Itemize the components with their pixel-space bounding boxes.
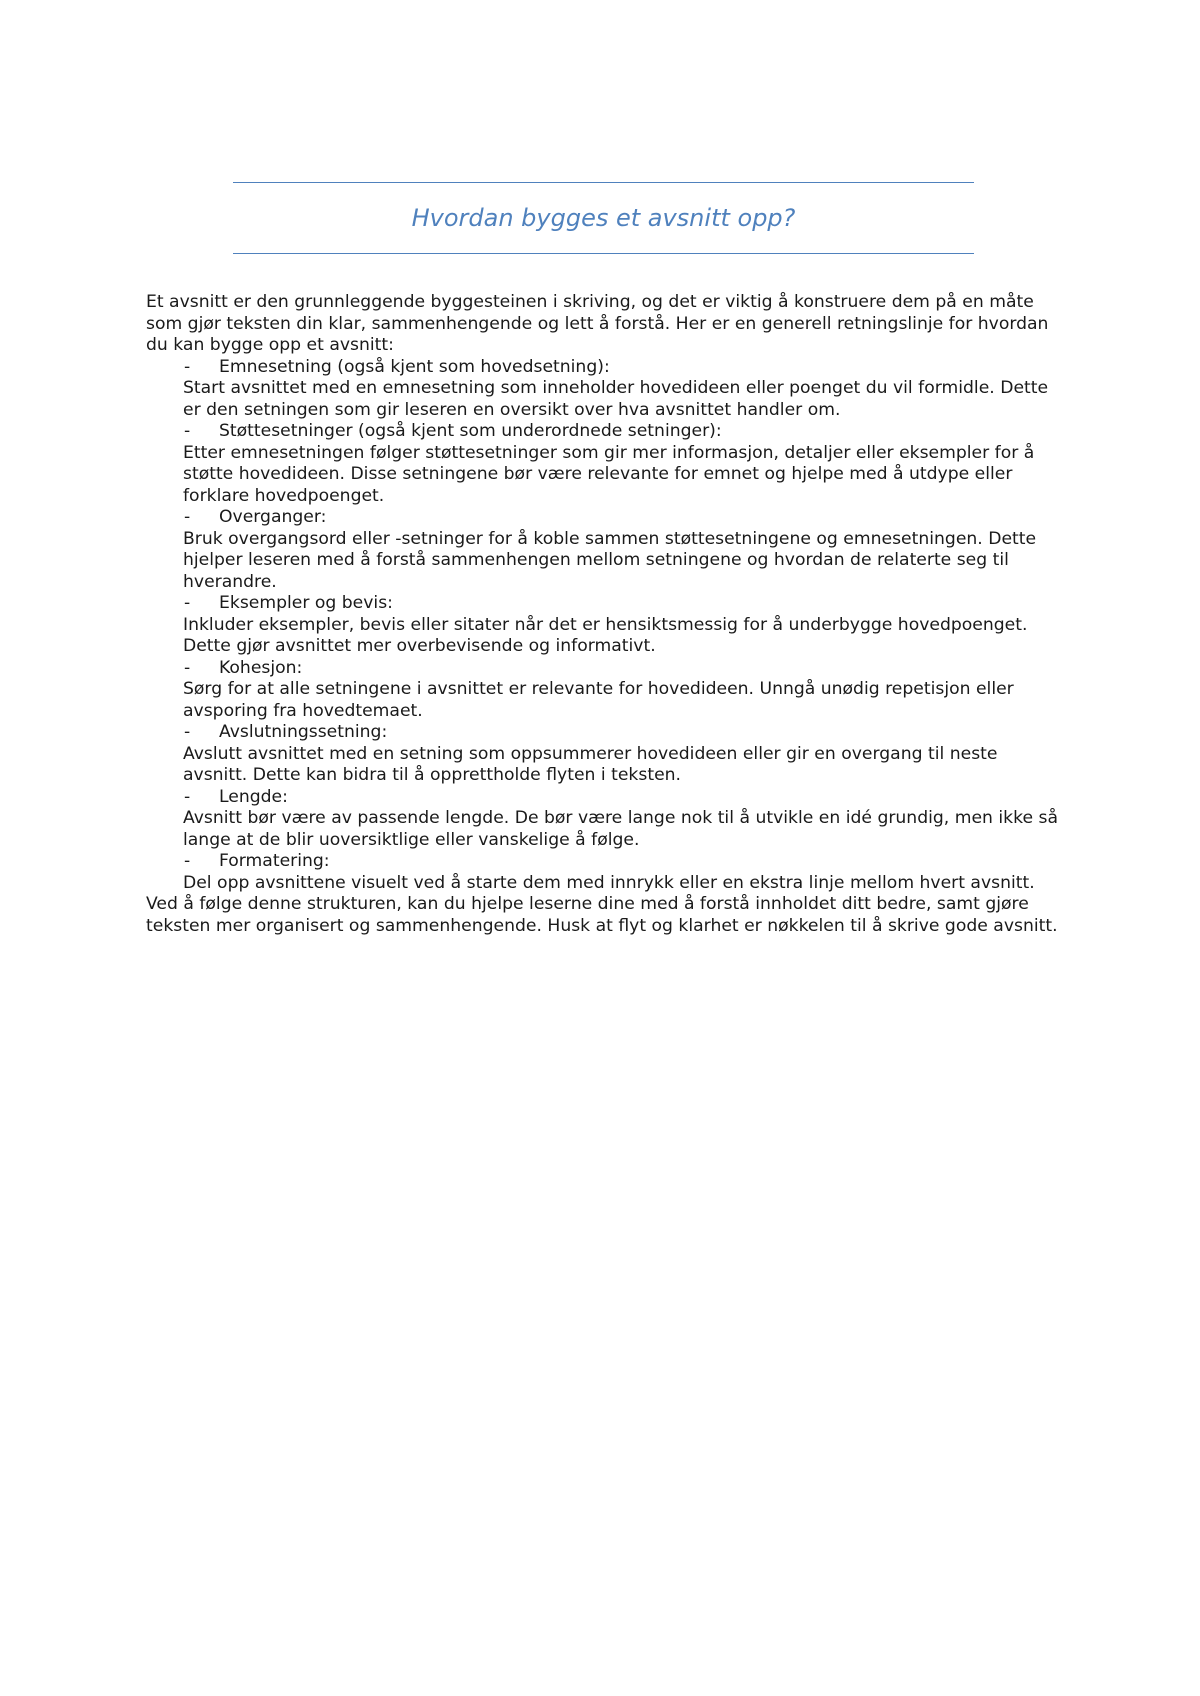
- list-item-heading: [146, 851, 1066, 873]
- list-item-text: Etter emnesetningen følger støttesetninger som gir mer informasjon, detaljer eller eksempler for å støtte hovedideen. Disse setningene bør være relevante for emnet og hjelpe med å utdype eller forklare hovedpoenget.: [183, 442, 1035, 506]
- list-item-heading-text: Støttesetninger (også kjent som underordnede setninger):: [219, 421, 722, 441]
- list-item-heading: [146, 357, 1066, 379]
- list-item-text: Avsnitt bør være av passende lengde. De bør være lange nok til å utvikle en idé grundig, men ikke så lange at de blir uoversiktlige eller vanskelige å følge.: [183, 808, 1058, 850]
- list-item-heading: [146, 593, 1066, 615]
- list-item-text: Del opp avsnittene visuelt ved å starte dem med innrykk eller en ekstra linje mellom hvert avsnitt.: [183, 872, 1035, 893]
- bullet-dash: -: [184, 507, 191, 527]
- list-item: [146, 722, 1066, 787]
- intro-paragraph: Et avsnitt er den grunnleggende byggesteinen i skriving, og det er viktig å konstruere dem på en måte som gjør teksten din klar, sammenhengende og lett å forstå. Her er en generell retningslinje for hvordan du kan bygge opp et avsnitt:: [146, 292, 1049, 355]
- list-item-text: Avslutt avsnittet med en setning som oppsummerer hovedideen eller gir en overgang til neste avsnitt. Dette kan bidra til å opprettholde flyten i teksten.: [183, 743, 998, 785]
- document-body: [146, 292, 1066, 937]
- page-title: Hvordan bygges et avsnitt opp?: [411, 204, 796, 232]
- list-item-heading: [146, 787, 1066, 809]
- title-block: [233, 182, 974, 254]
- list-item: [146, 507, 1066, 593]
- bullet-dash: -: [184, 722, 191, 742]
- bullet-dash: -: [184, 786, 191, 807]
- title-rule-top: [233, 182, 974, 183]
- list-item-text: Start avsnittet med en emnesetning som inneholder hovedideen eller poenget du vil formidle. Dette er den setningen som gir leseren en oversikt over hva avsnittet handler om.: [183, 378, 1049, 420]
- list-item-heading-text: Eksempler og bevis:: [219, 593, 393, 613]
- list-item-heading-text: Emnesetning (også kjent som hovedsetning):: [219, 356, 610, 377]
- closing-paragraph: Ved å følge denne strukturen, kan du hjelpe leserne dine med å forstå innholdet ditt bedre, samt gjøre teksten mer organisert og sammenhengende. Husk at flyt og klarhet er nøkkelen til å skrive gode avsnitt.: [146, 894, 1058, 936]
- bullet-dash: -: [184, 851, 191, 871]
- list-item-heading-text: Overganger:: [219, 507, 327, 527]
- list-item-text: Sørg for at alle setningene i avsnittet er relevante for hovedideen. Unngå unødig repetisjon eller avsporing fra hovedtemaet.: [183, 679, 1014, 721]
- list-item-heading-text: Lengde:: [219, 786, 288, 807]
- guideline-list: [146, 357, 1066, 895]
- list-item-heading-text: Kohesjon:: [219, 657, 303, 678]
- list-item: [146, 787, 1066, 852]
- list-item: [146, 593, 1066, 658]
- list-item-heading: [146, 421, 1066, 443]
- bullet-dash: -: [184, 657, 191, 678]
- bullet-dash: -: [184, 421, 191, 441]
- list-item: [146, 851, 1066, 894]
- list-item: [146, 421, 1066, 507]
- list-item-heading: [146, 507, 1066, 529]
- list-item-text: Bruk overgangsord eller -setninger for å koble sammen støttesetningene og emnesetningen. Dette hjelper leseren med å forstå sammenhengen mellom setningene og hvordan de relaterte seg til hverandre.: [183, 528, 1037, 592]
- list-item-heading: [146, 722, 1066, 744]
- title-rule-bottom: [233, 253, 974, 254]
- bullet-dash: -: [184, 593, 191, 613]
- list-item-text: Inkluder eksempler, bevis eller sitater når det er hensiktsmessig for å underbygge hovedpoenget. Dette gjør avsnittet mer overbevisende og informativt.: [183, 614, 1028, 656]
- bullet-dash: -: [184, 356, 191, 377]
- list-item-heading-text: Formatering:: [219, 851, 330, 871]
- list-item: [146, 658, 1066, 723]
- list-item-heading: [146, 658, 1066, 680]
- list-item: [146, 357, 1066, 422]
- list-item-heading-text: Avslutningssetning:: [219, 722, 388, 742]
